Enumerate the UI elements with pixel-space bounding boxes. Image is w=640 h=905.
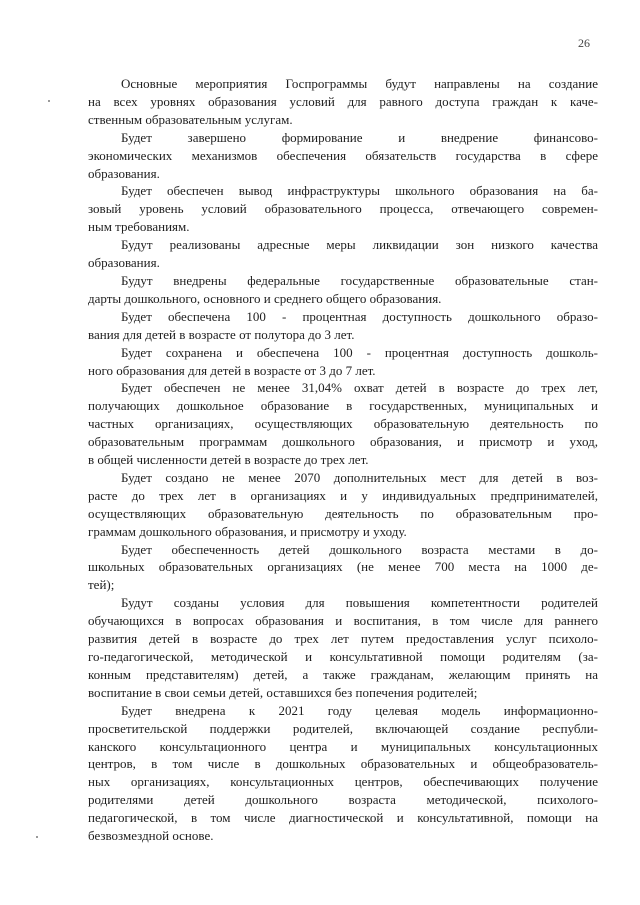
text-line: педагогической, в том числе диагностической и консультативной, помощи на xyxy=(88,810,598,826)
text-line: тей); xyxy=(88,577,115,593)
text-line: воспитание в свои семьи детей, оставшихся без попечения родителей; xyxy=(88,684,478,700)
paragraph xyxy=(88,379,598,469)
document-body xyxy=(88,75,598,845)
text-line: Будет обеспечен вывод инфраструктуры школьного образования на ба- xyxy=(121,183,598,199)
text-line: ственным образовательным услугам. xyxy=(88,111,293,127)
paragraph xyxy=(88,469,598,541)
text-line: Будет внедрена к 2021 году целевая модель информационно- xyxy=(121,702,598,718)
text-line: канского консультационного центра и муниципальных консультационных xyxy=(88,738,598,754)
text-line: Будут внедрены федеральные государственные образовательные стан- xyxy=(121,272,598,288)
text-line: Будут созданы условия для повышения компетентности родителей xyxy=(121,595,598,611)
text-line: образовательным программам дошкольного образования, и присмотр и уход, xyxy=(88,434,598,450)
text-line: ного образования для детей в возрасте от 3 до 7 лет. xyxy=(88,362,376,378)
text-line: Будет обеспеченность детей дошкольного возраста местами в до- xyxy=(121,541,598,557)
text-line: безвозмездной основе. xyxy=(88,828,214,844)
text-line: расте до трех лет в организациях и у индивидуальных предпринимателей, xyxy=(88,487,598,503)
text-line: просветительской поддержки родителей, включающей создание республи- xyxy=(88,720,598,736)
text-line: центров, в том числе в дошкольных образовательных и общеобразователь- xyxy=(88,756,598,772)
scan-speck xyxy=(36,836,38,838)
page-number: 26 xyxy=(578,36,590,50)
text-line: образования. xyxy=(88,255,160,271)
text-line: развития детей в возрасте до трех лет путем предоставления услуг психоло- xyxy=(88,631,598,647)
text-line: го-педагогической, методической и консультативной помощи родителям (за- xyxy=(88,649,598,664)
paragraph xyxy=(88,594,598,701)
text-line: ным требованиям. xyxy=(88,219,190,235)
paragraph xyxy=(88,702,598,845)
text-line: Будет завершено формирование и внедрение финансово- xyxy=(121,129,598,145)
text-line: экономических механизмов обеспечения обязательств государства в сфере xyxy=(88,147,598,163)
text-line: Будет создано не менее 2070 дополнительных мест для детей в воз- xyxy=(121,469,598,485)
text-line: в общей численности детей в возрасте до трех лет. xyxy=(88,452,369,468)
paragraph xyxy=(88,182,598,236)
text-line: получающих дошкольное образование в государственных, муниципальных и xyxy=(88,398,598,414)
text-line: частных организациях, осуществляющих образовательную деятельность по xyxy=(88,416,598,432)
text-line: дарты дошкольного, основного и среднего общего образования. xyxy=(88,290,442,306)
text-line: на всех уровнях образования условий для равного доступа граждан к каче- xyxy=(88,93,598,109)
text-line: Будет обеспечен не менее 31,04% охват детей в возрасте до трех лет, xyxy=(121,380,598,396)
text-line: Основные мероприятия Госпрограммы будут направлены на создание xyxy=(121,76,598,91)
text-line: зовый уровень условий образовательного процесса, отвечающего современ- xyxy=(88,201,598,217)
paragraph xyxy=(88,344,598,380)
text-line: образования. xyxy=(88,165,160,181)
text-line: родителями детей дошкольного возраста методической, психолого- xyxy=(88,792,598,808)
text-line: Будет сохранена и обеспечена 100 - процентная доступность дошколь- xyxy=(121,344,598,360)
text-line: вания для детей в возрасте от полутора до 3 лет. xyxy=(88,326,355,342)
text-line: Будет обеспечена 100 - процентная доступность дошкольного образо- xyxy=(121,308,598,324)
text-line: обучающихся в вопросах образования и воспитания, в том числе для раннего xyxy=(88,613,598,629)
text-line: конным представителям) детей, а также гражданам, желающим принять на xyxy=(88,666,598,682)
paragraph xyxy=(88,541,598,595)
paragraph xyxy=(88,236,598,272)
text-line: граммам дошкольного образования, и присмотру и уходу. xyxy=(88,523,407,539)
scan-speck xyxy=(48,100,50,102)
paragraph xyxy=(88,75,598,129)
text-line: школьных образовательных организациях (не менее 700 места на 1000 де- xyxy=(88,559,598,575)
text-line: ных организациях, консультационных центров, обеспечивающих получение xyxy=(88,774,598,790)
paragraph xyxy=(88,129,598,183)
text-line: Будут реализованы адресные меры ликвидации зон низкого качества xyxy=(121,237,598,253)
paragraph xyxy=(88,308,598,344)
paragraph xyxy=(88,272,598,308)
text-line: осуществляющих образовательную деятельность по образовательным про- xyxy=(88,505,598,521)
